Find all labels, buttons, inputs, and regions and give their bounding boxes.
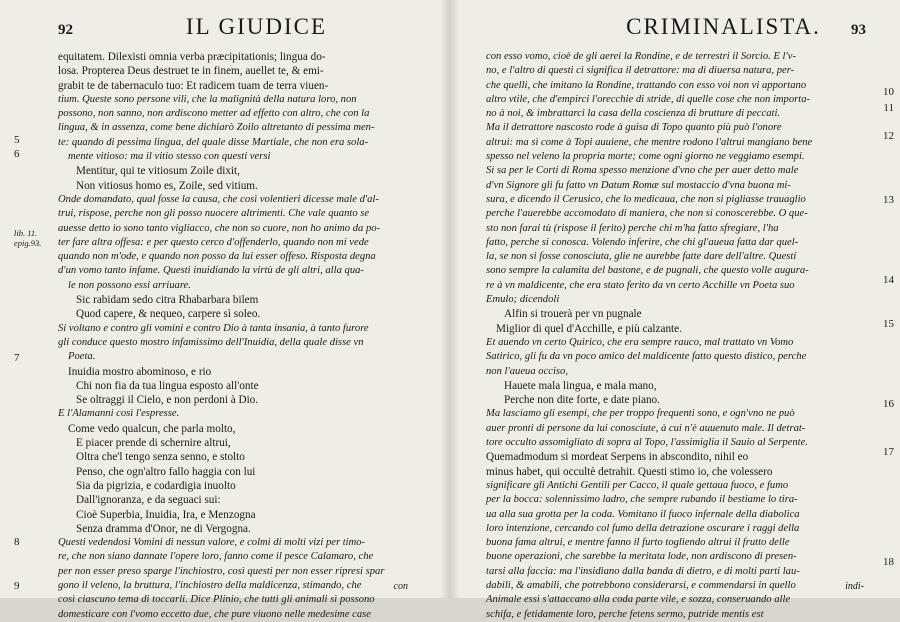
text-line: Emulo; dicendoli	[486, 294, 560, 306]
text-line: Se oltraggi il Cielo, e non perdoni à Dio.	[76, 394, 259, 407]
text-line: buona fama altrui, e mentre fanno il furto togliendo altrui il frutto delle	[486, 537, 790, 549]
margin-number: 11	[883, 102, 894, 114]
text-line: minus habet, qui occultè detrahit. Questi stimo io, che volessero	[486, 465, 773, 478]
text-line: dabili, & amabili, che potrebbono considerarsi, e commendarsi in quello	[486, 579, 796, 591]
text-line: Oltra che'l tengo senza senno, e stolto	[76, 451, 245, 464]
text-line: buone operazioni, che sarebbe la meritata lode, non ardiscono di presen-	[486, 551, 797, 563]
text-line: possono, non sanno, non ardiscono metter ad effetto con altro, che con la	[58, 108, 370, 120]
margin-number: 9	[14, 580, 20, 592]
text-line: Perche non dite forte, e date piano.	[504, 394, 660, 407]
text-line: Hauete mala lingua, e mala mano,	[504, 379, 657, 392]
text-line: Satirico, gli fu da vn poco amico del maldicente fatto questo distico, perche	[486, 351, 807, 363]
left-page-number: 92	[58, 22, 73, 38]
margin-number: 7	[14, 352, 20, 364]
text-line: spesso nel veleno la propria morte; come ogni giorno ne veggiamo esempi.	[486, 151, 805, 163]
text-line: auesse detto io sono tanto vigliacco, che non so cuore, non ho animo da po-	[58, 222, 381, 234]
text-line: Quemadmodum si mordeat Serpens in abscondito, nihil eo	[486, 451, 749, 464]
text-line: re à vn maldicente, che era stato ferito da vn certo Acchille vn Poeta suo	[486, 279, 795, 291]
text-line: no, e l'altro di questi ci significa il detrattore: ma di diuersa natura, per-	[486, 65, 795, 77]
text-line: equitatem. Dilexisti omnia verba præcipitationis; lingua do-	[58, 51, 326, 63]
text-line: Si sa per le Corti di Roma spesso menzione d'vno che per auer detto male	[486, 165, 799, 177]
text-line: no à noi, & imbrattarci la casa della coscienza di brutture di peccati.	[486, 108, 781, 120]
text-line: Ma il detrattore nascosto rode à guisa di Topo quanto più può l'onore	[486, 122, 782, 134]
margin-number: 6	[14, 148, 20, 160]
margin-number: 18	[883, 556, 894, 568]
text-line: per non esser preso sparge l'inchiostro, così questi per non esser ripresi spar	[58, 565, 385, 577]
margin-number: 13	[883, 194, 894, 206]
text-line: Chi non fia da tua lingua esposto all'onte	[76, 379, 259, 392]
text-line: Cioè Superbia, Inuidia, Ira, e Menzogna	[76, 508, 256, 521]
right-running-title: CRIMINALISTA.	[626, 14, 821, 39]
margin-number: 17	[883, 446, 894, 458]
text-line: ua alla sua grotta per la coda. Vomitano il fuoco infernale della diabolica	[486, 508, 800, 520]
text-line: domesticare con l'vomo eccetto due, che pure viuono nelle medesime case	[58, 608, 371, 620]
text-line: d'un vomo tanto infame. Questi inuidiando la virtù de gli altri, alla qua-	[58, 265, 364, 277]
margin-number: 14	[883, 274, 894, 286]
right-running-head	[486, 14, 866, 50]
text-line: d'vn Signore gli fu fatto vn Datum Romæ sul mostaccio d'vna buona mi-	[486, 179, 791, 191]
text-line: sono sempre la calamita del bastone, e de pugnali, che questo volle augura-	[486, 265, 809, 277]
text-line: la, se non si fosse conosciuta, glie ne aurebbe fatte dare dell'altre. Questi	[486, 251, 797, 263]
text-line: Non vitiosus homo es, Zoile, sed vitium.	[76, 179, 258, 192]
text-line: Ma lasciamo gli esempi, che per troppo frequenti sono, e ogn'vno ne può	[486, 408, 795, 420]
text-line: perche l'auerebbe accomodato di maniera, che non si conoscerebbe. O que-	[486, 208, 808, 220]
text-line: re, che non siano dannate l'opere loro, fanno come il pesce Calamaro, che	[58, 551, 374, 563]
text-line: le non possono essi arriuare.	[68, 279, 191, 291]
text-line: non l'aueua occiso,	[486, 365, 568, 377]
margin-number: 15	[883, 318, 894, 330]
text-line: E l'Alamanni così l'espresse.	[58, 408, 180, 420]
right-text-block	[486, 50, 894, 622]
text-line: altrui: ma sì come à Topi auuiene, che mentre rodono l'altrui mangiano bene	[486, 136, 813, 148]
margin-number: 10	[883, 86, 894, 98]
text-line: Miglior di quel d'Acchille, e più calzante.	[496, 322, 682, 335]
text-line: mente vitioso: ma il vitio stesso con questi versi	[68, 151, 271, 163]
text-line: quando non m'ode, e quando non posso da lui esser offeso. Risposta degna	[58, 251, 376, 263]
margin-number: 16	[883, 398, 894, 410]
left-page	[0, 0, 450, 620]
text-line: sto non farai tù (rispose il ferito) perche chi m'ha fatto sfregiare, l'ha	[486, 222, 779, 234]
text-line: E piacer prende di schernire altrui,	[76, 437, 231, 450]
text-line: Mentitur, qui te vitiosum Zoile dixit,	[76, 165, 240, 178]
text-line: Animale essi s'attaccano alla coda parte vile, e sozza, conseruando alle	[486, 594, 791, 606]
text-line: così ciascuno tema di toccarli. Dice Plinio, che tutti gli animali sì possono	[58, 594, 375, 606]
text-line: tium. Queste sono persone vili, che la malignità della natura loro, non	[58, 93, 357, 105]
text-line: losa. Propterea Deus destruet te in finem, auellet te, & emi-	[58, 65, 324, 78]
text-line: Senza dramma d'Onor, ne di Vergogna.	[76, 522, 251, 535]
left-catchword: con	[393, 581, 408, 592]
text-line: Sia da pigrizia, e codardigia inuolto	[76, 479, 236, 492]
text-line: per la bocca: solennissimo ladro, che sempre rubando il bestiame lo tira-	[486, 494, 798, 506]
text-line: grabit te de tabernaculo tuo: Et radicem tuam de terra viuen-	[58, 79, 329, 92]
right-page	[450, 0, 900, 620]
left-text-block	[14, 50, 410, 622]
left-running-head	[58, 14, 410, 50]
text-line: tore occulto assomigliato di sopra al Topo, l'assimiglia il Sauio al Serpente.	[486, 437, 808, 449]
margin-number: 5	[14, 134, 20, 146]
left-running-title: IL GIUDICE	[185, 14, 328, 39]
right-page-number: 93	[851, 22, 866, 38]
text-line: con esso vomo, cioè de gli aerei la Rondine, e de terrestri il Sorcio. E l'v-	[486, 51, 796, 62]
text-line: te: quando di pessima lingua, del quale disse Martiale, che non era sola-	[58, 136, 369, 148]
text-line: Alfin si trouerà per vn pugnale	[504, 308, 642, 321]
text-line: Poeta.	[68, 351, 96, 363]
text-line: Dall'ignoranza, e da seguaci sui:	[76, 494, 221, 507]
text-line: Come vedo qualcun, che parla molto,	[68, 422, 236, 435]
text-line: Si voltano e contro gli vomini e contro Dio à tanta insania, à tanto furore	[58, 322, 369, 334]
text-line: fatto, perche si conosca. Volendo inferire, che chi gl'aueua fatta dar quel-	[486, 236, 799, 248]
text-line: ter fare altra offesa: e per questo cerco d'offenderlo, quando non mi vede	[58, 236, 369, 248]
text-line: Quod capere, & nequeo, carpere sì soleo.	[76, 308, 261, 321]
right-catchword: indi-	[845, 581, 864, 592]
text-line: Questi vedendosi Vomini di nessun valore, e colmi di molti vizi per timo-	[58, 537, 366, 549]
text-line: schifa, e fetidamente loro, perche fetens sermo, putride mentis est	[486, 608, 764, 620]
book-gutter	[440, 0, 460, 598]
text-line: significare gli Antichi Gentili per Cacco, il quale gettaua fuoco, e fumo	[486, 479, 789, 491]
margin-note-epigram: lib. 11. epig.93.	[14, 228, 42, 248]
text-line: Et auendo vn certo Quirico, che era sempre rauco, mal trattato vn Vomo	[486, 336, 794, 348]
text-line: Onde domandato, qual fosse la causa, che così volentieri dicesse male d'al-	[58, 193, 379, 205]
text-line: gono il veleno, la bruttura, l'inchiostro della maldicenza, stimando, che	[58, 579, 362, 591]
text-line: altro vtile, che d'empirci l'orecchie di stride, di quelle cose che non importa-	[486, 93, 811, 105]
text-line: lingua, & in assenza, come bene dichiarò Zoilo altretanto di pessima men-	[58, 122, 375, 134]
text-line: trui, rispose, perche non gli posso nuocere altrimenti. Che vale quanto se	[58, 208, 370, 220]
margin-number: 12	[883, 130, 894, 142]
text-line: Penso, che ogn'altro fallo haggia con lui	[76, 465, 256, 478]
text-line: sura, e dicendo il Cerusico, che lo medicaua, che non si pigliasse trauaglio	[486, 193, 806, 205]
text-line: auer pronti di persone da lui conosciute, à cui n'è auuenuto male. Il detrat-	[486, 422, 806, 434]
text-line: Sic rabidam sedo citra Rhabarbara bilem	[76, 294, 259, 307]
text-line: Inuidia mostro abominoso, e rio	[68, 365, 212, 378]
text-line: tarsi alla faccia: ma l'insidiano dalla banda di dietro, e di molti parti lau-	[486, 565, 800, 577]
text-line: loro intenzione, cercando col fumo della detrazione oscurare i raggi della	[486, 522, 800, 534]
text-line: che quelli, che imitano la Rondine, trattando con esso voi non vi apportano	[486, 79, 807, 91]
margin-number: 8	[14, 536, 20, 548]
text-line: gli conduce questo mostro infamissimo dell'Inuidia, della quale disse vn	[58, 336, 364, 348]
